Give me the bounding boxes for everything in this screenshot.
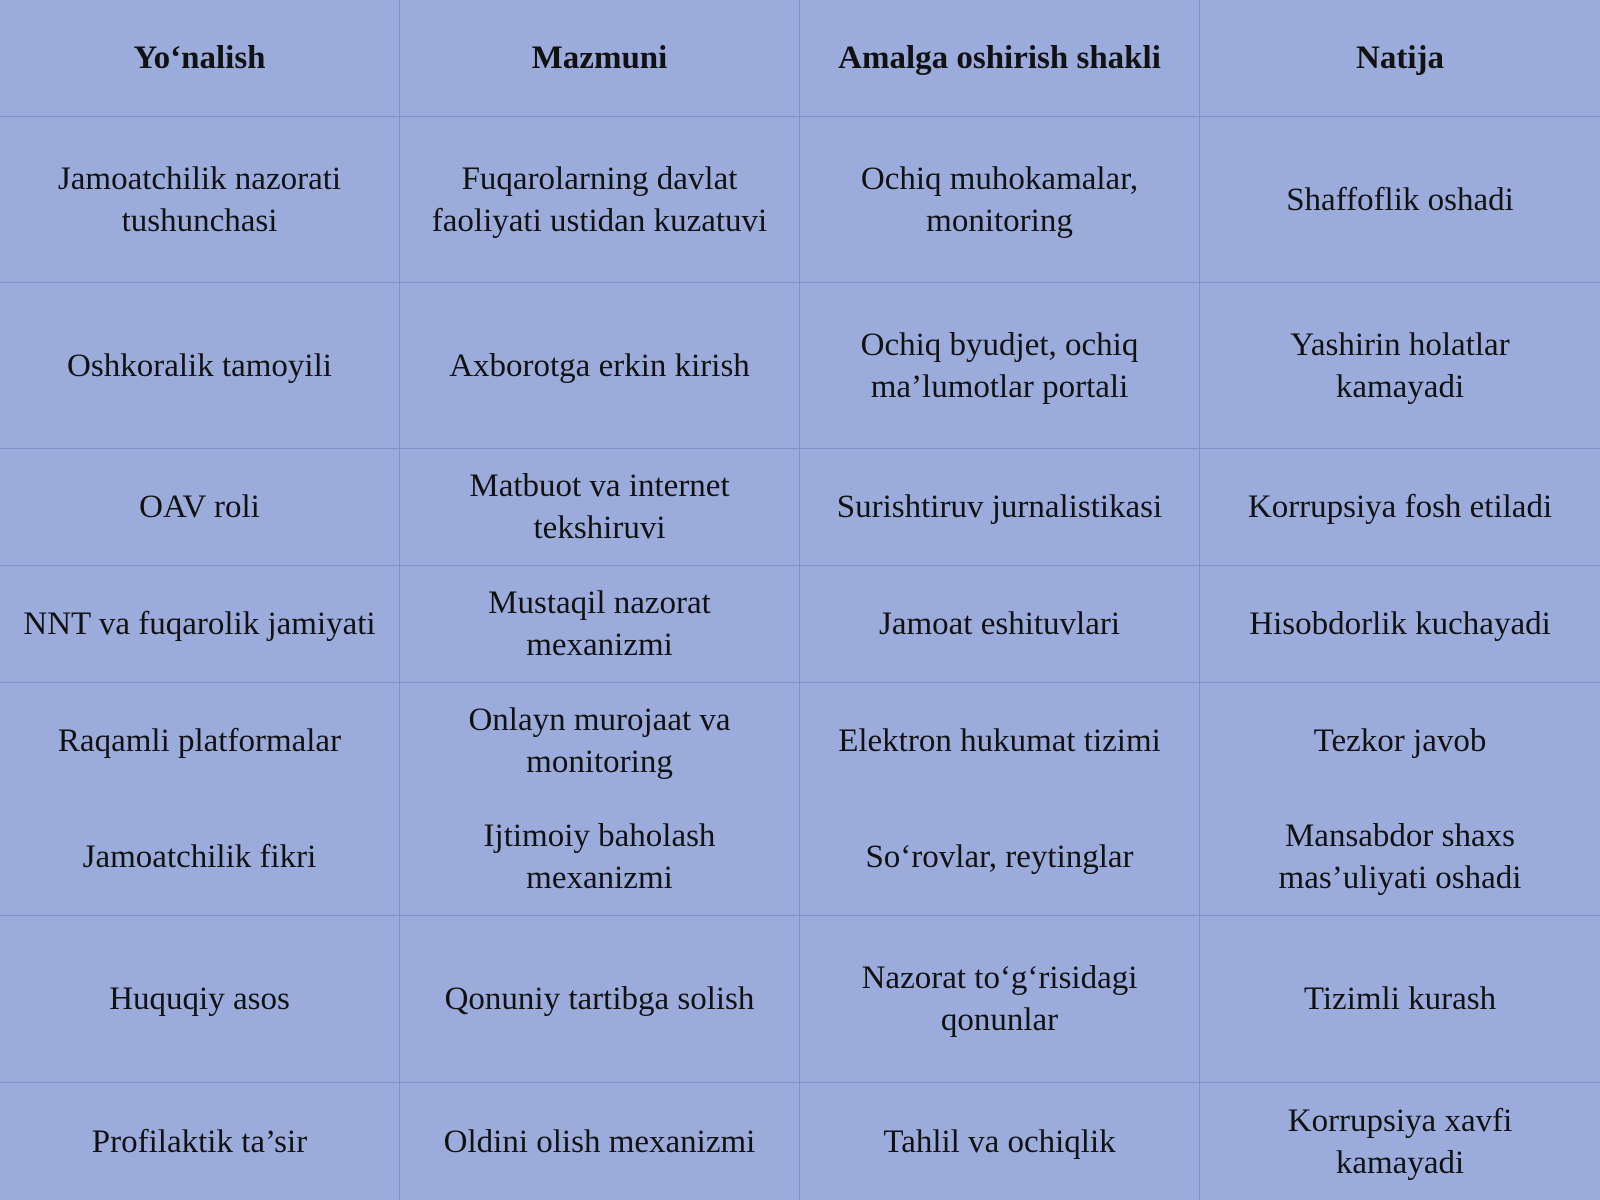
table-cell: Korrupsiya xavfi kamayadi (1287, 1102, 1513, 1181)
table-cell: Hisobdorlik kuchayadi (1200, 566, 1600, 683)
table-cell: Korrupsiya fosh etiladi (1200, 449, 1600, 566)
table-cell: Jamoatchilik fikri (82, 839, 317, 875)
header-implementation-form: Amalga oshirish shakli (800, 0, 1200, 117)
table-cell: Ijtimoiy baholash mexanizmi (483, 818, 716, 896)
table-cell: Tezkor javob (1313, 723, 1487, 759)
header-result: Natija (1200, 0, 1600, 117)
table-cell: Jamoat eshituvlari (800, 566, 1200, 683)
table-cell: Surishtiruv jurnalistikasi (800, 449, 1200, 566)
header-content: Mazmuni (400, 0, 800, 117)
table-cell-pair (800, 683, 1200, 916)
table-cell: Jamoatchilik nazorati tushunchasi (0, 117, 400, 283)
table-cell: Yashirin holatlar kamayadi (1200, 283, 1600, 449)
table-cell: Elektron hukumat tizimi (838, 723, 1161, 759)
table-cell: Tahlil va ochiqlik (800, 1083, 1200, 1200)
table-cell: Raqamli platformalar (57, 723, 342, 759)
table-cell: Oshkoralik tamoyili (0, 283, 400, 449)
table-cell: Matbuot va internet tekshiruvi (400, 449, 800, 566)
table-cell: Shaffoflik oshadi (1200, 117, 1600, 283)
table-cell: Ochiq byudjet, ochiq ma’lumotlar portali (800, 283, 1200, 449)
table-cell: OAV roli (0, 449, 400, 566)
table-cell: Nazorat to‘g‘risidagi qonunlar (800, 916, 1200, 1083)
table-cell-pair (400, 683, 800, 916)
table-cell: Fuqarolarning davlat faoliyati ustidan kuzatuvi (400, 117, 800, 283)
table-cell: Profilaktik ta’sir (0, 1083, 400, 1200)
table-cell-pair (0, 683, 400, 916)
table-cell: Onlayn murojaat va monitoring (468, 702, 731, 780)
table-cell-pair (1200, 683, 1600, 916)
table-cell: Tizimli kurash (1200, 916, 1600, 1083)
table-cell: Ochiq muhokamalar, monitoring (800, 117, 1200, 283)
header-direction: Yo‘nalish (0, 0, 400, 117)
table-cell: Axborotga erkin kirish (400, 283, 800, 449)
table-cell: So‘rovlar, reytinglar (865, 839, 1134, 875)
table-cell: Mansabdor shaxs mas’uliyati oshadi (1278, 818, 1522, 896)
table-cell: Qonuniy tartibga solish (400, 916, 800, 1083)
table-cell: Mustaqil nazorat mexanizmi (400, 566, 800, 683)
table-cell: NNT va fuqarolik jamiyati (0, 566, 400, 683)
table-cell: Huquqiy asos (0, 916, 400, 1083)
table-cell: Oldini olish mexanizmi (400, 1083, 800, 1200)
